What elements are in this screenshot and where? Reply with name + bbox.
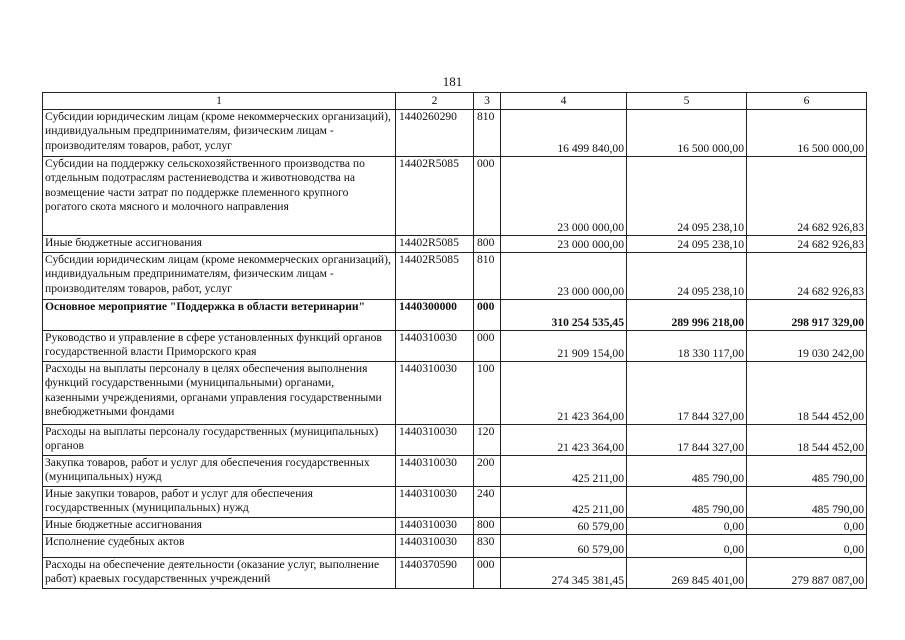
table-row — [43, 362, 867, 425]
row-expense-type: 810 — [474, 110, 501, 157]
row-amount-col4: 60 579,00 — [501, 518, 627, 535]
row-name: Закупка товаров, работ и услуг для обеспечения государственных (муниципальных) нужд — [43, 456, 396, 487]
row-name: Иные бюджетные ассигнования — [43, 518, 396, 535]
table-row — [43, 110, 867, 157]
table-row — [43, 253, 867, 300]
row-amount-col4: 425 211,00 — [501, 456, 627, 487]
row-amount-col6: 19 030 242,00 — [747, 331, 867, 362]
table-row — [43, 487, 867, 518]
row-amount-col6: 24 682 926,83 — [747, 236, 867, 253]
row-amount-col5: 0,00 — [627, 535, 747, 558]
row-expense-type: 200 — [474, 456, 501, 487]
row-expense-type: 810 — [474, 253, 501, 300]
row-expense-type: 100 — [474, 362, 501, 425]
row-amount-col4: 21 423 364,00 — [501, 425, 627, 456]
column-header-6: 6 — [747, 93, 867, 110]
row-code: 14402R5085 — [396, 157, 474, 236]
row-amount-col6: 24 682 926,83 — [747, 157, 867, 236]
row-code: 1440310030 — [396, 456, 474, 487]
row-amount-col4: 21 423 364,00 — [501, 362, 627, 425]
row-expense-type: 000 — [474, 300, 501, 331]
row-amount-col5: 485 790,00 — [627, 487, 747, 518]
row-amount-col6: 0,00 — [747, 518, 867, 535]
row-amount-col4: 23 000 000,00 — [501, 236, 627, 253]
row-name: Расходы на обеспечение деятельности (оказание услуг, выполнение работ) краевых государственных учреждений — [43, 558, 396, 589]
row-amount-col5: 18 330 117,00 — [627, 331, 747, 362]
row-amount-col6: 298 917 329,00 — [747, 300, 867, 331]
row-amount-col5: 0,00 — [627, 518, 747, 535]
row-amount-col4: 21 909 154,00 — [501, 331, 627, 362]
row-amount-col6: 16 500 000,00 — [747, 110, 867, 157]
table-row — [43, 456, 867, 487]
row-expense-type: 000 — [474, 331, 501, 362]
row-code: 1440310030 — [396, 518, 474, 535]
row-name: Руководство и управление в сфере установленных функций органов государственной власти Приморского края — [43, 331, 396, 362]
row-code: 14402R5085 — [396, 253, 474, 300]
row-code: 1440310030 — [396, 362, 474, 425]
row-expense-type: 830 — [474, 535, 501, 558]
row-amount-col4: 425 211,00 — [501, 487, 627, 518]
row-name: Расходы на выплаты персоналу государственных (муниципальных) органов — [43, 425, 396, 456]
row-expense-type: 000 — [474, 558, 501, 589]
column-header-3: 3 — [474, 93, 501, 110]
row-amount-col4: 60 579,00 — [501, 535, 627, 558]
row-amount-col6: 24 682 926,83 — [747, 253, 867, 300]
row-amount-col6: 279 887 087,00 — [747, 558, 867, 589]
row-amount-col4: 23 000 000,00 — [501, 253, 627, 300]
row-amount-col5: 16 500 000,00 — [627, 110, 747, 157]
row-name: Субсидии юридическим лицам (кроме некоммерческих организаций), индивидуальным предпринимателям, физическим лицам - производителям товаров, работ, услуг — [43, 253, 396, 300]
table-row — [43, 236, 867, 253]
table-row — [43, 425, 867, 456]
row-expense-type: 800 — [474, 236, 501, 253]
table-row — [43, 535, 867, 558]
table-row — [43, 300, 867, 331]
budget-table — [42, 92, 867, 589]
row-amount-col6: 18 544 452,00 — [747, 362, 867, 425]
row-code: 1440260290 — [396, 110, 474, 157]
row-amount-col4: 310 254 535,45 — [501, 300, 627, 331]
row-amount-col5: 24 095 238,10 — [627, 157, 747, 236]
row-amount-col6: 485 790,00 — [747, 487, 867, 518]
row-amount-col4: 16 499 840,00 — [501, 110, 627, 157]
table-row — [43, 558, 867, 589]
row-code: 1440310030 — [396, 425, 474, 456]
row-amount-col6: 0,00 — [747, 535, 867, 558]
row-name: Субсидии на поддержку сельскохозяйственного производства по отдельным подотраслям растениеводства и животноводства на возмещение части затрат по поддержке племенного крупного рогатого скота мясного и молочного направления — [43, 157, 396, 236]
row-name: Субсидии юридическим лицам (кроме некоммерческих организаций), индивидуальным предпринимателям, физическим лицам - производителям товаров, работ, услуг — [43, 110, 396, 157]
row-name: Иные закупки товаров, работ и услуг для обеспечения государственных (муниципальных) нужд — [43, 487, 396, 518]
row-name: Расходы на выплаты персоналу в целях обеспечения выполнения функций государственными (муниципальными) органами, казенными учреждениями, органами управления государственными внебюджетными фондами — [43, 362, 396, 425]
row-code: 1440370590 — [396, 558, 474, 589]
row-amount-col5: 17 844 327,00 — [627, 425, 747, 456]
row-name: Исполнение судебных актов — [43, 535, 396, 558]
row-expense-type: 240 — [474, 487, 501, 518]
row-amount-col4: 23 000 000,00 — [501, 157, 627, 236]
column-header-5: 5 — [627, 93, 747, 110]
column-header-4: 4 — [501, 93, 627, 110]
row-amount-col5: 289 996 218,00 — [627, 300, 747, 331]
row-expense-type: 120 — [474, 425, 501, 456]
row-amount-col4: 274 345 381,45 — [501, 558, 627, 589]
table-row — [43, 331, 867, 362]
table-header-row — [43, 93, 867, 110]
row-amount-col5: 24 095 238,10 — [627, 253, 747, 300]
row-amount-col5: 485 790,00 — [627, 456, 747, 487]
table-row — [43, 518, 867, 535]
row-expense-type: 800 — [474, 518, 501, 535]
row-code: 1440310030 — [396, 487, 474, 518]
row-name: Основное мероприятие "Поддержка в области ветеринарии" — [43, 300, 396, 331]
row-amount-col5: 17 844 327,00 — [627, 362, 747, 425]
column-header-1: 1 — [43, 93, 396, 110]
row-amount-col6: 18 544 452,00 — [747, 425, 867, 456]
page-number: 181 — [442, 74, 463, 89]
row-amount-col6: 485 790,00 — [747, 456, 867, 487]
row-name: Иные бюджетные ассигнования — [43, 236, 396, 253]
row-amount-col5: 269 845 401,00 — [627, 558, 747, 589]
row-code: 1440310030 — [396, 535, 474, 558]
row-expense-type: 000 — [474, 157, 501, 236]
table-row — [43, 157, 867, 236]
row-code: 1440310030 — [396, 331, 474, 362]
row-code: 14402R5085 — [396, 236, 474, 253]
row-code: 1440300000 — [396, 300, 474, 331]
row-amount-col5: 24 095 238,10 — [627, 236, 747, 253]
column-header-2: 2 — [396, 93, 474, 110]
